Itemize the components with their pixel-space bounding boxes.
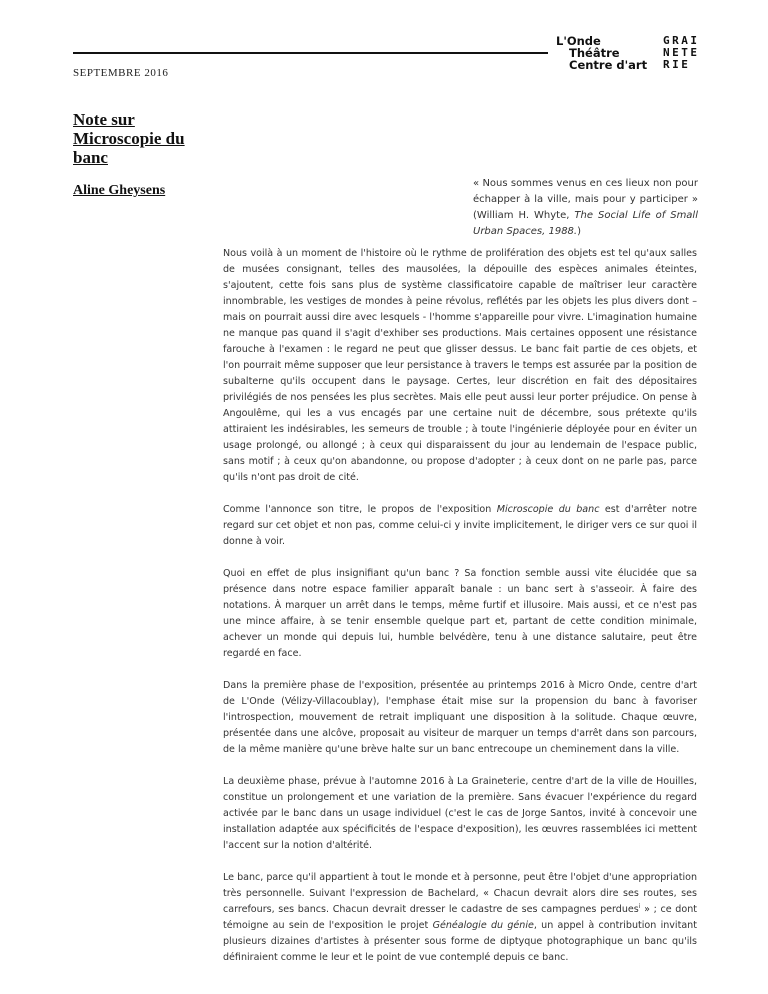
issue-date: SEPTEMBRE 2016	[73, 67, 169, 79]
header-rule	[73, 52, 548, 54]
logo-line: Théâtre	[569, 46, 620, 60]
article-body	[223, 246, 697, 982]
paragraph-text: est d'arrêter notre regard sur cet objet et non pas, comme celui-ci y invite implicitement, le diriger vers ce sur quoi il donne à voir.	[223, 504, 698, 547]
paragraph-text: Le banc, parce qu'il appartient à tout le monde et à personne, peut être l'objet d'une appropriation très personnelle. Suivant l'expression de Bachelard, « Chacun devrait alors dire ses routes, ses carrefours, ses bancs. Chacun devrait dresser le cadastre de ses campagnes perdues	[223, 872, 697, 915]
paragraph: Quoi en effet de plus insignifiant qu'un banc ? Sa fonction semble aussi vite élucidée que sa présence dans notre espace familier apparaît banale : un banc sert à s'asseoir. À faire des notations. À marquer un arrêt dans le temps, même furtif et illusoire. Mais aussi, et ce n'est pas une mince affaire, à se tenir ensemble quelque part et, partant de cette condition minimale, achever un monde qui depuis lui, humble belvédère, tenu à une distance salutaire, peut être regardé en face.	[223, 568, 697, 659]
project-title: Généalogie du génie	[432, 920, 534, 931]
epigraph-quote	[473, 176, 698, 240]
paragraph-text: » ; ce dont témoigne au sein de l'exposition le projet	[223, 904, 697, 931]
exhibition-title: Microscopie du banc	[496, 504, 600, 515]
logo-line: NETE	[663, 46, 700, 59]
epigraph-text: « Nous sommes venus en ces lieux non pour échapper à la ville, mais pour y participer » (William H. Whyte,	[473, 178, 698, 221]
logo-line: L'Onde	[556, 34, 601, 48]
epigraph-work-title: The Social Life of Small Urban Spaces, 1988.	[473, 210, 698, 237]
footnote-marker[interactable]: i	[638, 902, 641, 910]
graineterie-logo	[663, 35, 700, 71]
londe-logo	[556, 35, 647, 71]
author-name: Aline Gheysens	[73, 183, 166, 198]
logo-line: Centre d'art	[569, 58, 648, 72]
paragraph: La deuxième phase, prévue à l'automne 2016 à La Graineterie, centre d'art de la ville de Houilles, constitue un prolongement et une variation de la première. Sans évacuer l'expérience du regard activée par le banc dans un usage individuel (c'est le cas de Jorge Santos, invité à concevoir une installation adaptée aux spécificités de l'espace d'exposition), les œuvres rassemblées ici mettent l'accent sur la notion d'altérité.	[223, 776, 697, 851]
logo-line: RIE	[663, 58, 691, 71]
paragraph: Nous voilà à un moment de l'histoire où le rythme de prolifération des objets est tel qu'aux salles de musées consignant, telles des mausolées, la dépouille des espèces animales éteintes, s'ajoutent, cette fois sans plus de système classificatoire capable de maîtriser leur caractère innombrable, les vestiges de mondes à peine révolus, reflétés par les objets les plus divers dont – mais on pourrait aussi dire avec lesquels - l'homme s'appareille pour vivre. L'imagination humaine ne manque pas quand il s'agit d'exhiber ses productions. Mais certaines opposent une résistance farouche à l'examen : le regard ne peut que glisser dessus. Le banc fait partie de ces objets, et l'on pourrait même supposer que leur persistance à travers le temps est assurée par la position de subalterne qu'ils occupent dans le paysage. Certes, leur discrétion en fait des dépositaires privilégiés de nos pensées les plus secrètes. Mais elle peut aussi leur porter préjudice. On pense à Angoulême, qui les a vus encagés par une certaine nuit de décembre, sous prétexte qu'ils attiraient les indésirables, les semeurs de trouble ; à toute l'ingénierie déployée pour en éviter un usage prolongé, ou allongé ; à ceux qui disparaissent du jour au lendemain de l'espace public, sans motif ; à ceux qu'on abandonne, ou propose d'adopter ; à ceux dont on ne parle pas, parce qu'ils n'ont pas droit de cité.	[223, 248, 697, 483]
logo-line: GRAI	[663, 34, 700, 47]
paragraph-text: Comme l'annonce son titre, le propos de l'exposition	[223, 504, 497, 515]
paragraph-text: , un appel à contribution invitant plusieurs dizaines d'artistes à présenter sous forme de diptyque photographique un banc qu'ils définiraient comme le leur et le point de vue contemplé depuis ce banc.	[223, 920, 697, 963]
paragraph	[223, 870, 697, 966]
paragraph: Dans la première phase de l'exposition, présentée au printemps 2016 à Micro Onde, centre d'art de L'Onde (Vélizy-Villacoublay), l'emphase était mise sur la propension du banc à favoriser l'introspection, mouvement de retrait impliquant une disposition à la solitude. Chaque œuvre, présentée dans une alcôve, proposait au visiteur de marquer un temps d'arrêt dans son parcours, de la même manière qu'une brève halte sur un banc entrecoupe un cheminement dans la ville.	[223, 680, 697, 755]
epigraph-close: )	[577, 226, 581, 237]
paragraph	[223, 502, 697, 550]
article-title: Note sur Microscopie du banc	[73, 110, 185, 167]
